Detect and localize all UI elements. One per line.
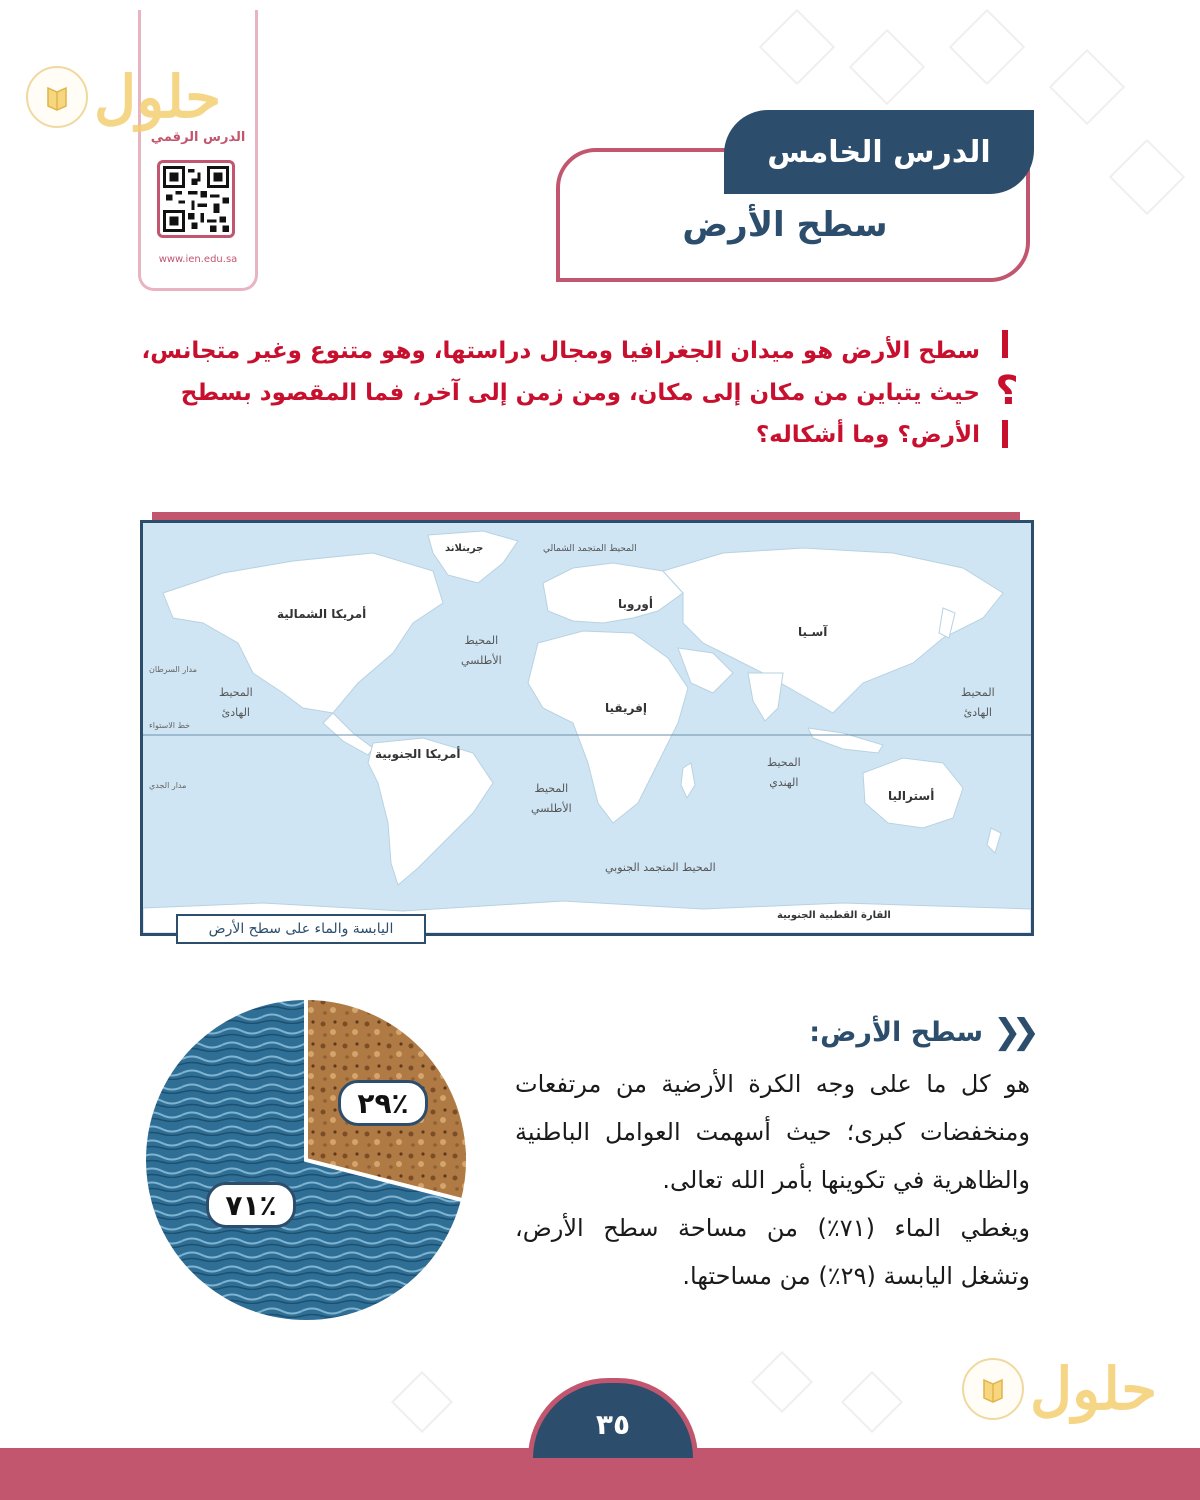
background-decoration: [1049, 49, 1125, 125]
label-southern-ocean: المحيط المتجمد الجنوبي: [605, 861, 716, 874]
digital-lesson-url[interactable]: www.ien.edu.sa: [158, 254, 238, 265]
label-indian-ocean: المحيط الهندي: [767, 756, 801, 789]
north-america-landmass: [163, 553, 443, 713]
definition-heading: [700, 1010, 1030, 1054]
background-decoration: [759, 9, 835, 85]
lesson-number-tag: الدرس الخامس: [724, 110, 1034, 194]
water-percentage-label: ٪٧١: [206, 1182, 296, 1228]
watermark-logo: [26, 63, 222, 131]
definition-paragraph: هو كل ما على وجه الكرة الأرضية من مرتفعات ومنخفضات كبرى؛ حيث أسهمت العوامل الباطنية والظاهرية في تكوينها بأمر الله تعالى.: [515, 1070, 1030, 1194]
label-atlantic-ocean-north: المحيط الأطلسي: [461, 634, 502, 667]
digital-lesson-label: الدرس الرقمي: [150, 130, 246, 145]
book-icon: [962, 1358, 1024, 1420]
label-pacific-ocean-east: المحيط الهادئ: [961, 686, 995, 719]
world-map-drawing: [143, 523, 1031, 933]
background-decoration: [391, 1371, 453, 1433]
digital-lesson-panel[interactable]: [138, 10, 258, 291]
background-decoration: [1109, 139, 1185, 215]
background-decoration: [849, 29, 925, 105]
central-america-landmass: [323, 713, 373, 755]
qr-code-icon[interactable]: [157, 160, 235, 238]
watermark-logo: [962, 1355, 1158, 1423]
label-atlantic-ocean-south: المحيط الأطلسي: [531, 782, 572, 815]
book-icon: [26, 66, 88, 128]
land-percentage-label: ٪٢٩: [338, 1080, 428, 1126]
label-north-america: أمريكا الشمالية: [277, 607, 367, 621]
definition-body: [515, 1060, 1030, 1300]
intro-question: سطح الأرض هو ميدان الجغرافيا ومجال دراستها، وهو متنوع وغير متجانس، حيث يتباين من مكان إلى مكان، ومن زمن إلى آخر، فما المقصود بسطح الأرض؟ وما أشكاله؟: [141, 338, 980, 448]
label-tropic-of-cancer: مدار السرطان: [149, 665, 198, 674]
watermark-brand: حلول: [1030, 1355, 1158, 1423]
world-map: [140, 520, 1034, 936]
label-europe: أوروبا: [618, 597, 653, 611]
land-water-pie-chart: [142, 996, 470, 1324]
label-equator: خط الاستواء: [149, 721, 191, 730]
label-tropic-of-capricorn: مدار الجدي: [149, 781, 187, 790]
watermark-brand: حلول: [94, 63, 222, 131]
label-arctic-ocean: المحيط المتجمد الشمالي: [543, 544, 637, 554]
label-greenland: جرينلاند: [445, 543, 484, 554]
india-landmass: [748, 673, 783, 721]
label-south-america: أمريكا الجنوبية: [375, 747, 461, 761]
background-decoration: [751, 1351, 813, 1413]
indonesia-landmass: [808, 728, 883, 753]
definition-paragraph: ويغطي الماء (٧١٪) من مساحة سطح الأرض، وتشغل اليابسة (٢٩٪) من مساحتها.: [515, 1214, 1030, 1290]
svg-text:؟: ؟: [995, 368, 1019, 414]
label-asia: آسـيا: [798, 625, 828, 639]
background-decoration: [949, 9, 1025, 85]
label-pacific-ocean-west: المحيط الهادئ: [219, 686, 253, 719]
label-africa: إفريقيا: [605, 701, 647, 715]
question-mark-icon: [990, 330, 1024, 448]
label-australia: أستراليا: [888, 789, 935, 803]
double-chevron-icon: ❮❮: [993, 1012, 1030, 1052]
background-decoration: [841, 1371, 903, 1433]
madagascar-landmass: [681, 763, 695, 798]
greenland-landmass: [428, 531, 518, 583]
label-antarctica: القارة القطبية الجنوبية: [777, 910, 891, 921]
page-number: ٣٥: [528, 1378, 698, 1458]
definition-heading-text: سطح الأرض:: [809, 1016, 984, 1048]
europe-landmass: [543, 563, 683, 623]
new-zealand-landmass: [987, 828, 1001, 853]
map-caption: اليابسة والماء على سطح الأرض: [176, 914, 426, 944]
lesson-title: سطح الأرض: [682, 205, 888, 245]
